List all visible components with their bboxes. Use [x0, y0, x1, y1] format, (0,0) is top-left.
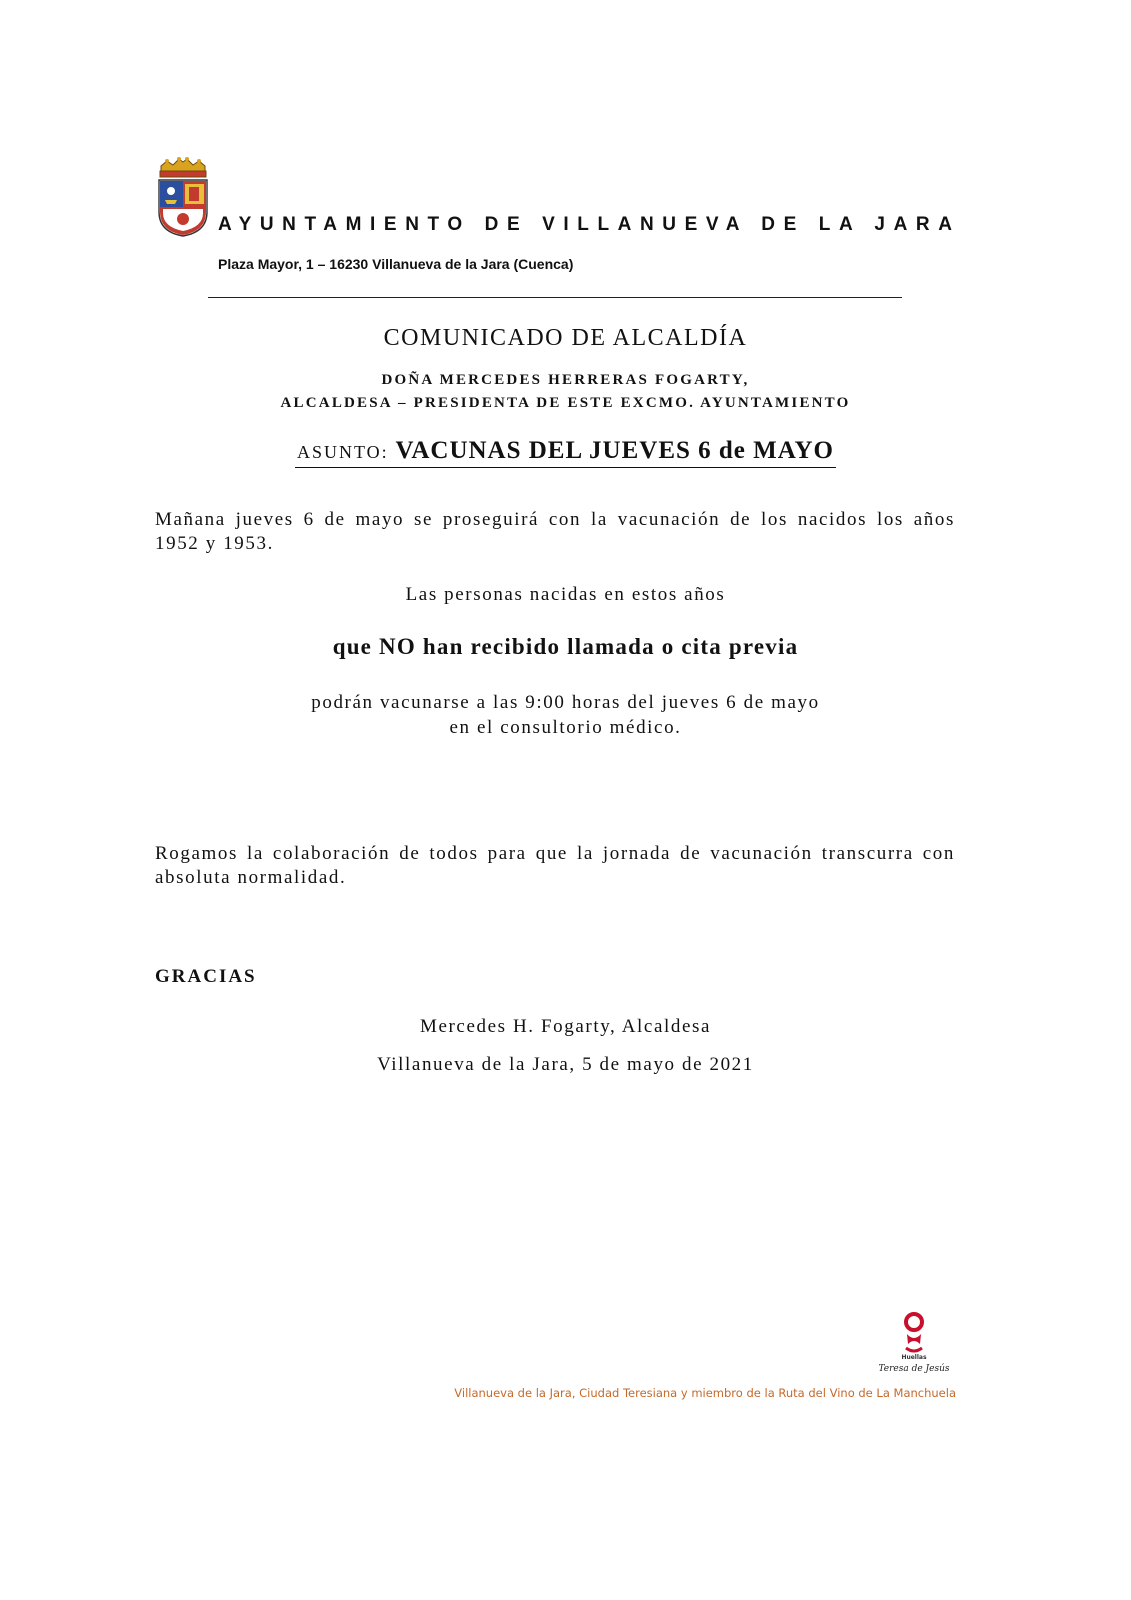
time-line: podrán vacunarse a las 9:00 horas del jueves 6 de mayo [311, 692, 820, 713]
organization-name: AYUNTAMIENTO DE VILLANUEVA DE LA JARA [218, 214, 961, 235]
place-line: en el consultorio médico. [449, 717, 682, 738]
paragraph-vaccination: Mañana jueves 6 de mayo se proseguirá con la vacunación de los nacidos los años 1952 y 1953. [155, 509, 955, 554]
footer-tagline: Villanueva de la Jara, Ciudad Teresiana y miembro de la Ruta del Vino de La Manchuela [454, 1386, 956, 1400]
intro-line: Las personas nacidas en estos años [405, 584, 726, 605]
organization-address: Plaza Mayor, 1 – 16230 Villanueva de la Jara (Cuenca) [218, 256, 574, 272]
subject-underline [295, 437, 836, 468]
signer-line: Mercedes H. Fogarty, Alcaldesa [419, 1016, 712, 1037]
paragraph-collaboration: Rogamos la colaboración de todos para que la jornada de vacunación transcurra con absoluta normalidad. [155, 843, 955, 888]
place-date-line: Villanueva de la Jara, 5 de mayo de 2021 [377, 1054, 754, 1075]
logo-script: Teresa de Jesús [878, 1364, 950, 1374]
notice-title: COMUNICADO DE ALCALDÍA [383, 325, 748, 351]
coat-of-arms-icon [155, 156, 211, 238]
emphasis-line: que NO han recibido llamada o cita previa [332, 634, 799, 659]
issuer-role: ALCALDESA – PRESIDENTA DE ESTE EXCMO. AYUNTAMIENTO [280, 395, 851, 411]
huellas-logo-icon [874, 1310, 952, 1380]
subject-text: VACUNAS DEL JUEVES 6 de MAYO [395, 437, 834, 464]
subject-line [0, 437, 1131, 468]
logo-caption: Huellas [901, 1354, 927, 1361]
subject-label: ASUNTO: [297, 442, 389, 462]
issuer-name: DOÑA MERCEDES HERRERAS FOGARTY, [381, 372, 750, 388]
header-divider [208, 297, 902, 298]
thanks-text: GRACIAS [155, 966, 257, 987]
